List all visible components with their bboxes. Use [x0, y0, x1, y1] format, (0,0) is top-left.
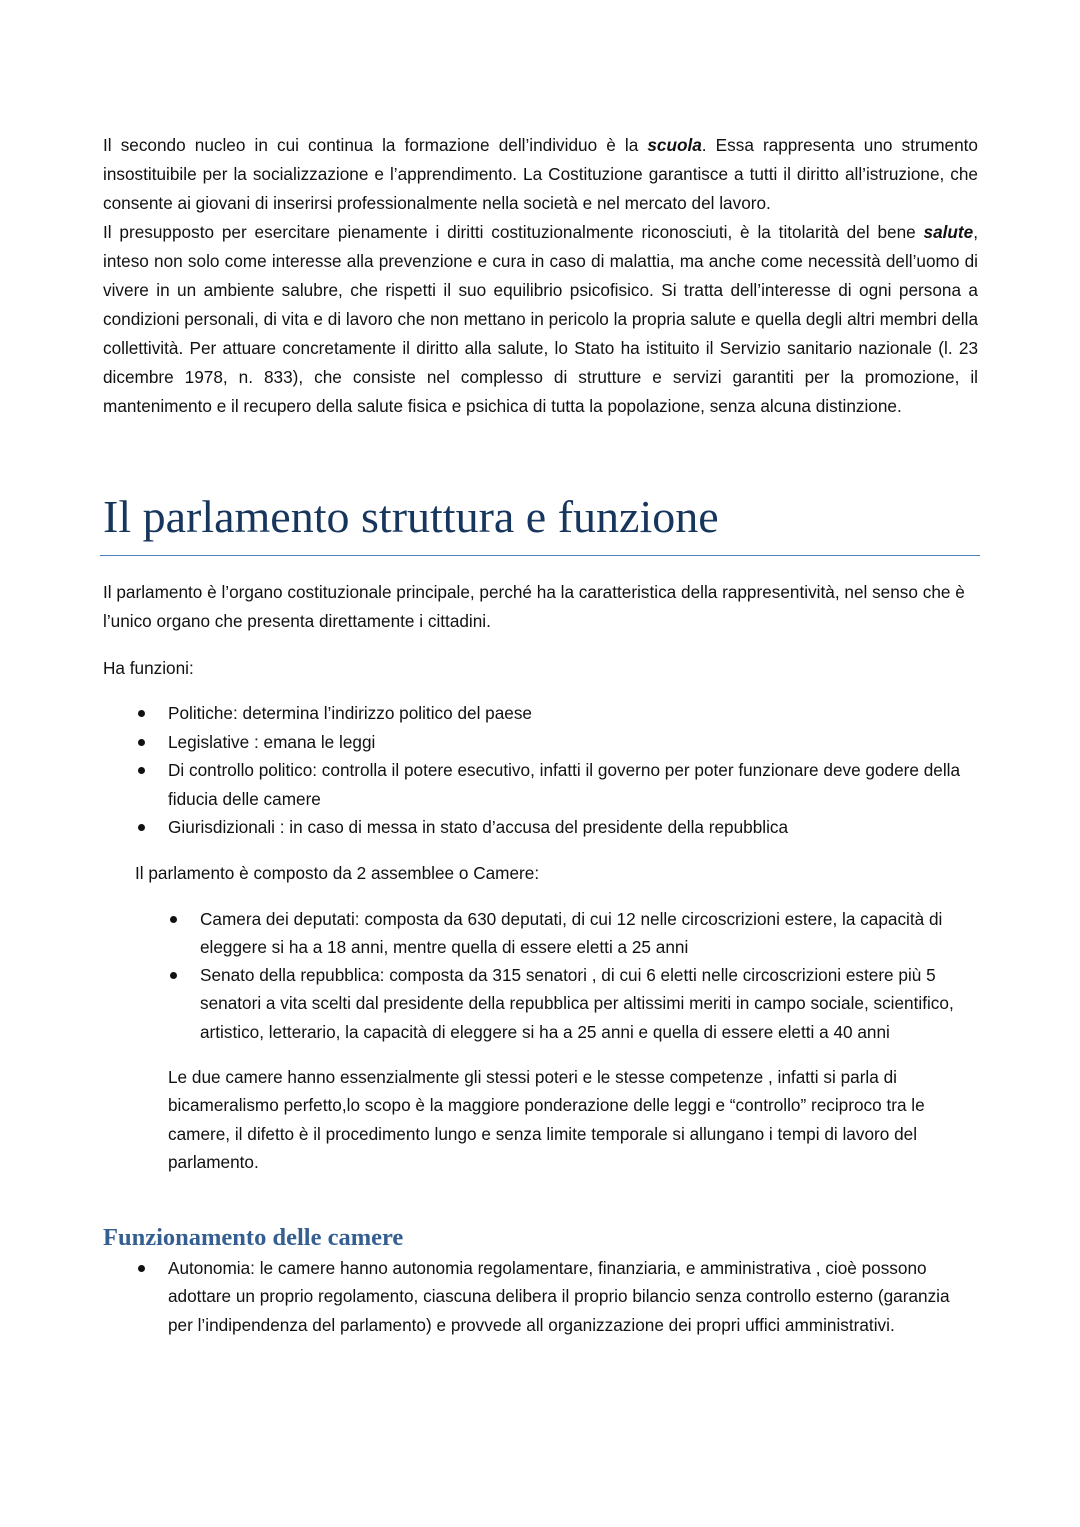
bicameralismo-paragraph: Le due camere hanno essenzialmente gli stessi poteri e le stesse competenze , infatti si parla di bicameralismo perfetto,lo scopo è la maggiore ponderazione delle leggi e “controllo” reciproco tra le camere, il difetto è il procedimento lungo e senza limite temporale si allungano i tempi di lavoro del parlamento.: [168, 1066, 925, 1172]
list-item: Legislative : emana le leggi: [103, 728, 978, 757]
list-item: Camera dei deputati: composta da 630 deputati, di cui 12 nelle circoscrizioni estere, la capacità di eleggere si ha a 18 anni, mentre quella di essere eletti a 25 anni: [135, 905, 978, 962]
list-item: Autonomia: le camere hanno autonomia regolamentare, finanziaria, e amministrativa , cioè possono adottare un proprio regolamento, ciascuna delibera il proprio bilancio senza controllo esterno (garanzia per l’indipendenza del parlamento) e provvede all organizzazione dei propri uffici amministrativi.: [103, 1254, 978, 1339]
camere-list: [135, 905, 978, 1046]
scuola-text-after: . Essa rappresenta uno strumento insostituibile per la socializzazione e l’apprendimento. La Costituzione garantisce a tutti il diritto all’istruzione, che consente ai giovani di inserirsi professionalmente nella società e nel mercato del lavoro.: [103, 135, 978, 213]
scuola-text-before: Il secondo nucleo in cui continua la formazione dell’individuo è la: [103, 135, 648, 155]
salute-paragraph: [103, 218, 978, 421]
document-page: [103, 131, 978, 1339]
scuola-keyword: scuola: [647, 135, 702, 155]
composizione-label: Il parlamento è composto da 2 assemblee o Camere:: [135, 862, 540, 883]
salute-keyword: salute: [923, 222, 974, 242]
list-item: Senato della repubblica: composta da 315 senatori , di cui 6 eletti nelle circoscrizioni estere più 5 senatori a vita scelti dal presidente della repubblica per altissimi meriti in campo sociale, scientifico, artistico, letterario, la capacità di eleggere si ha a 25 anni e quella di essere eletti a 40 anni: [135, 961, 978, 1046]
scuola-paragraph: [103, 131, 978, 218]
funzioni-label: Ha funzioni:: [103, 658, 194, 678]
parlamento-intro: Il parlamento è l’organo costituzionale principale, perché ha la caratteristica della rappresentività, nel senso che è l’unico organo che presenta direttamente i cittadini.: [103, 582, 965, 631]
list-item: Giurisdizionali : in caso di messa in stato d’accusa del presidente della repubblica: [103, 813, 978, 842]
list-item: Politiche: determina l’indirizzo politico del paese: [103, 699, 978, 728]
funzioni-list: [103, 699, 978, 842]
parlamento-heading: Il parlamento struttura e funzione: [100, 485, 980, 556]
funzionamento-list: [103, 1254, 978, 1339]
salute-text-before: Il presupposto per esercitare pienamente i diritti costituzionalmente riconosciuti, è la titolarità del bene: [103, 222, 924, 242]
funzionamento-heading: Funzionamento delle camere: [103, 1224, 404, 1252]
salute-text-after: , inteso non solo come interesse alla prevenzione e cura in caso di malattia, ma anche come necessità dell’uomo di vivere in un ambiente salubre, che rispetti il suo equilibrio psicofisico. Si tratta dell’interesse di ogni persona a condizioni personali, di vita e di lavoro che non mettano in pericolo la propria salute e quella degli altri membri della collettività. Per attuare concretamente il diritto alla salute, lo Stato ha istituito il Servizio sanitario nazionale (l. 23 dicembre 1978, n. 833), che consiste nel complesso di strutture e servizi garantiti per la promozione, il mantenimento e il recupero della salute fisica e psichica di tutta la popolazione, senza alcuna distinzione.: [103, 222, 978, 416]
list-item: Di controllo politico: controlla il potere esecutivo, infatti il governo per poter funzionare deve godere della fiducia delle camere: [103, 756, 978, 813]
